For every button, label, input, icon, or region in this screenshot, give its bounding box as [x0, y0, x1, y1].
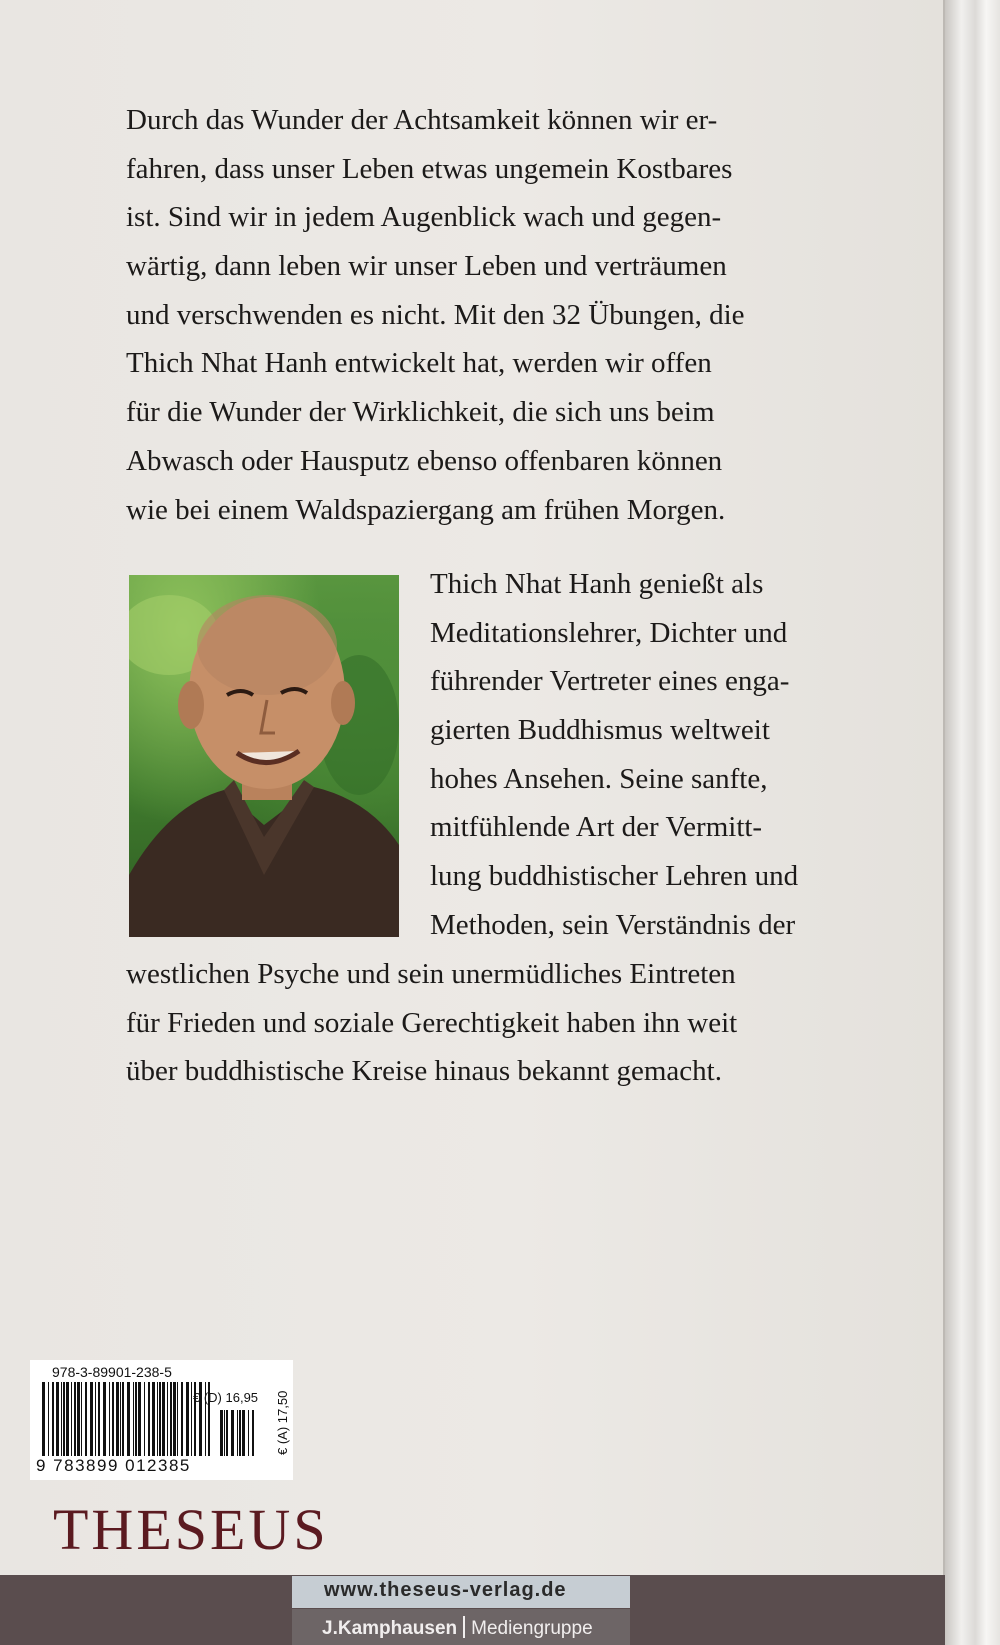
- publisher-url: www.theseus-verlag.de: [324, 1579, 567, 1601]
- bio-line: führender Vertreter eines enga-: [430, 665, 790, 698]
- bio-line: Meditationslehrer, Dichter und: [430, 616, 788, 649]
- blurb-line: Abwasch oder Hausputz ebenso offenbaren können: [126, 444, 723, 477]
- blurb-line: wärtig, dann leben wir unser Leben und verträumen: [126, 250, 727, 283]
- blurb-line: für die Wunder der Wirklichkeit, die sich uns beim: [126, 396, 715, 429]
- bio-line: westlichen Psyche und sein unermüdliches Eintreten: [126, 958, 736, 990]
- blurb-line: fahren, dass unser Leben etwas ungemein Kostbares: [126, 152, 733, 185]
- bio-line: gierten Buddhismus weltweit: [430, 714, 770, 747]
- media-group-label: [322, 1616, 593, 1640]
- divider: [463, 1616, 465, 1638]
- bio-line: mitfühlende Art der Vermitt-: [430, 811, 763, 844]
- price-addon-barcode: [220, 1410, 254, 1456]
- bio-line: lung buddhistischer Lehren und: [430, 860, 799, 893]
- bio-line: Methoden, sein Verständnis der: [430, 908, 796, 941]
- isbn-barcode-label: [30, 1360, 293, 1480]
- price-austria: € (A) 17,50: [275, 1390, 290, 1455]
- price-germany: € (D) 16,95: [193, 1390, 259, 1405]
- bio-line: für Frieden und soziale Gerechtigkeit haben ihn weit: [126, 1006, 738, 1039]
- publisher-logo: THESEUS: [53, 1497, 329, 1562]
- author-portrait-illustration: [129, 575, 399, 937]
- media-group-suffix: Mediengruppe: [471, 1618, 593, 1639]
- blurb-paragraph: [126, 96, 745, 534]
- bio-line: Thich Nhat Hanh genießt als: [430, 568, 764, 600]
- blurb-line: ist. Sind wir in jedem Augenblick wach und gegen-: [126, 201, 722, 234]
- blurb-line: und verschwenden es nicht. Mit den 32 Übungen, die: [126, 298, 745, 331]
- media-group-name: J.Kamphausen: [322, 1618, 458, 1639]
- bio-line: über buddhistische Kreise hinaus bekannt gemacht.: [126, 1055, 722, 1088]
- book-spine: [945, 0, 1000, 1645]
- author-bio-paragraph: [430, 560, 798, 950]
- isbn-text: 978-3-89901-238-5: [52, 1364, 172, 1380]
- publisher-url-box: [292, 1576, 630, 1608]
- barcode-number: 9 783899 012385: [36, 1456, 191, 1475]
- ean-barcode: [42, 1382, 210, 1456]
- blurb-line: Durch das Wunder der Achtsamkeit können wir er-: [126, 104, 718, 136]
- blurb-line: Thich Nhat Hanh entwickelt hat, werden wir offen: [126, 347, 712, 380]
- media-group-box: [292, 1609, 630, 1645]
- author-photo: [129, 575, 399, 937]
- blurb-line: wie bei einem Waldspaziergang am frühen Morgen.: [126, 493, 726, 526]
- author-bio-continuation: [126, 950, 737, 1096]
- bio-line: hohes Ansehen. Seine sanfte,: [430, 762, 768, 795]
